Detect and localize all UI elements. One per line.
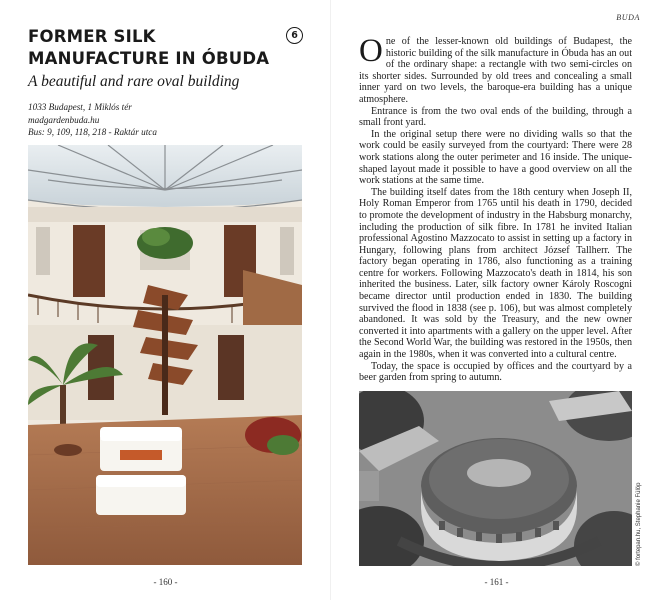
photo-credit: © fortepan.hu, Stephanie Fülöp xyxy=(636,482,642,566)
paragraph: The building itself dates from the 18th century when Joseph II, Holy Roman Emperor from 1765 until his death in 1790, decided to promote the development of industry in the Habsburg monarchy, including the production of silk fibre. In 1781 he invited Italian professional Agostino Mazzocato to assist in setting up a factory in Hungary, following plans from architect József Tallherr. The factory began operating in 1786, also functioning as a training centre for workers. Following Mazzocato's death in 1814, his son inherited the business. Later, silk factory owner Károly Roscogni became director until production ended in 1830. The building survived the flood in 1838 (see p. 106), but was almost completely abandoned. It was sold by the Treasury, and the new owner converted it into apartments with a gallery on the upper level. After the Second World War, the building was restored in the 1950s, then again in the 1980s, when it was converted into a cultural centre. xyxy=(359,186,632,361)
right-page xyxy=(331,0,662,600)
page-title: FORMER SILK MANUFACTURE IN ÓBUDA xyxy=(28,27,270,68)
paragraph: Entrance is from the two oval ends of the building, through a small front yard. xyxy=(359,105,632,129)
drop-cap: O xyxy=(359,33,383,69)
paragraph-text: ne of the lesser-known old buildings of Budapest, the historic building of the silk manufacture in Óbuda has an out of the ordinary shape: a rectangle with two semi-circles on its shorter sides. Surrounded by old trees and concealing a small inner yard on two levels, the baroque-era building has a unique atmosphere. xyxy=(359,36,632,105)
aerial-photo xyxy=(359,391,632,566)
paragraph xyxy=(359,33,632,106)
running-head: BUDA xyxy=(616,13,640,22)
page-number-right: - 161 - xyxy=(484,577,509,587)
paragraph: Today, the space is occupied by offices and the courtyard by a beer garden from spring to autumn. xyxy=(359,360,632,384)
website-link[interactable]: madgardenbuda.hu xyxy=(28,114,100,125)
page-number-left: - 160 - xyxy=(153,577,178,587)
article-body xyxy=(359,33,632,384)
address: 1033 Budapest, 1 Miklós tér xyxy=(28,102,132,112)
interior-photo xyxy=(28,145,302,565)
page-subtitle: A beautiful and rare oval building xyxy=(28,73,240,90)
bus-info: Bus: 9, 109, 118, 218 - Raktár utca xyxy=(28,127,157,137)
visitor-info xyxy=(28,101,308,139)
entry-number-badge: 6 xyxy=(286,27,303,44)
paragraph: In the original setup there were no dividing walls so that the work could be easily surveyed from the courtyard: There were 28 work stations along the outer perimeter and 16 inside. The unique-shaped layout made it possible to have a good overview on all the work stations at the same time. xyxy=(359,128,632,187)
